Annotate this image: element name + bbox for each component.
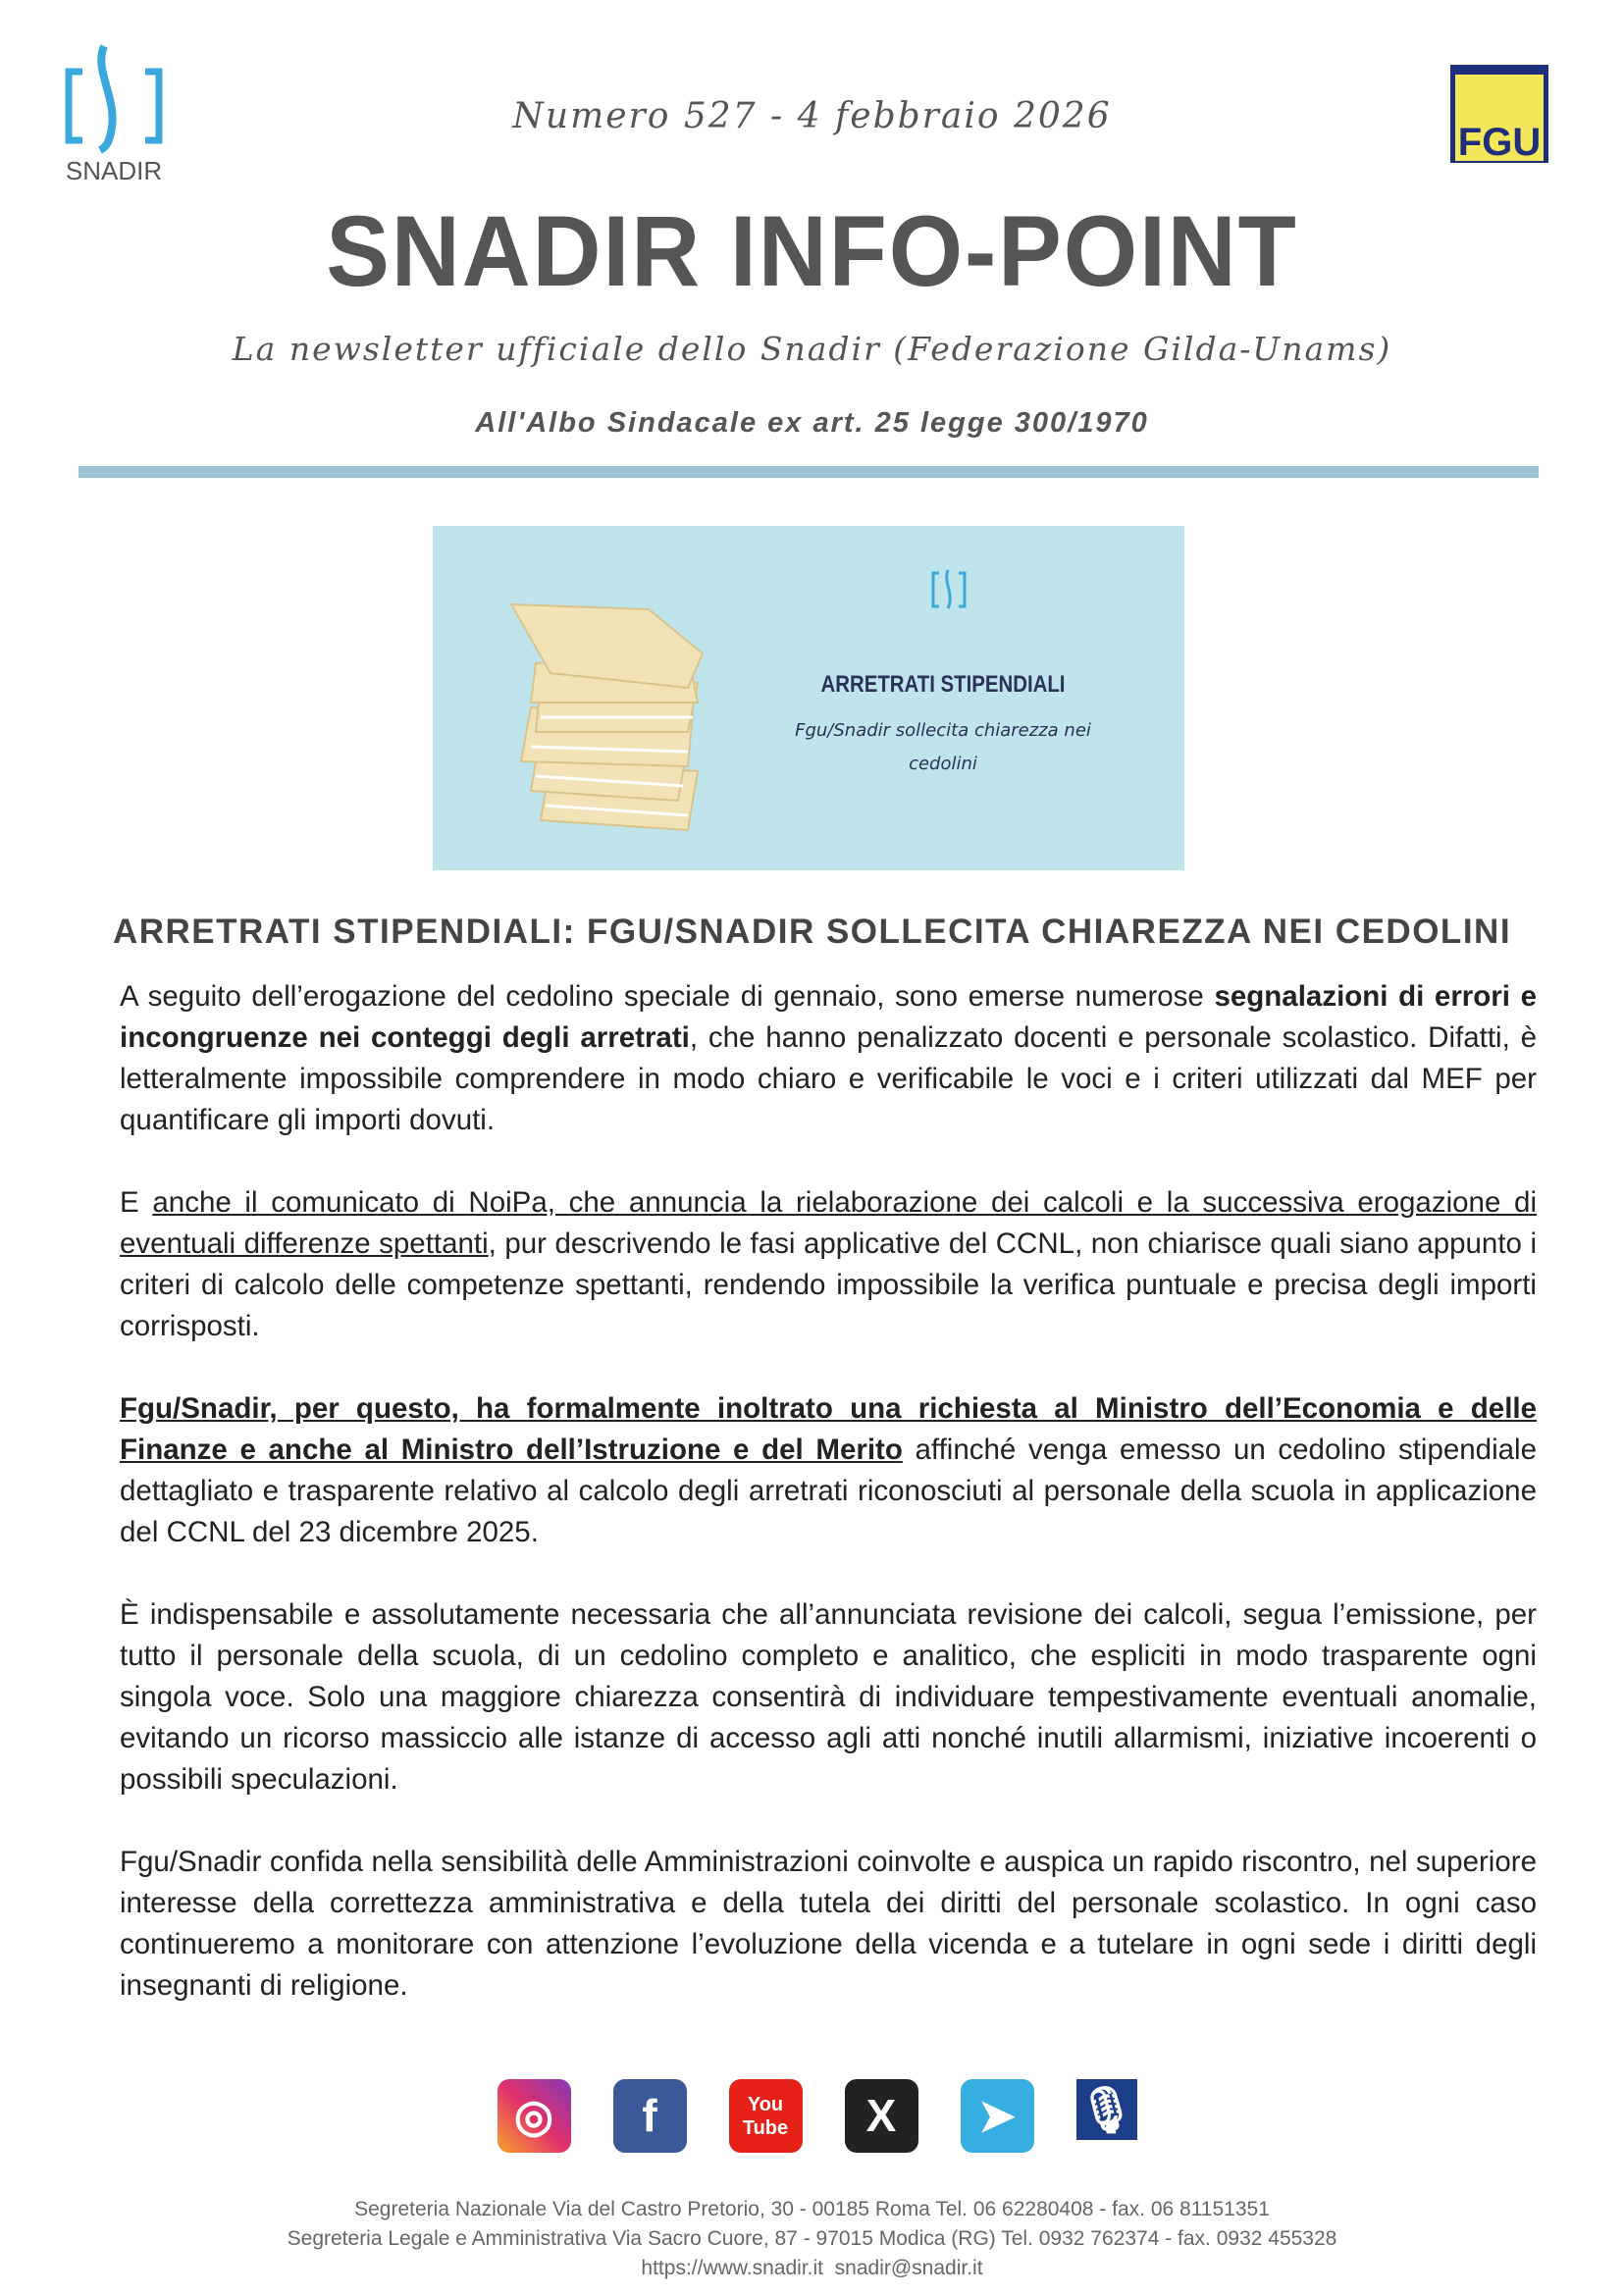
text-segment: E [120, 1186, 153, 1219]
text-segment: , che hanno penalizzato docenti e personale scolastico. Difatti, è letteralmente impossibile comprendere in modo chiaro e verificabile le voci e i criteri utilizzati dal MEF per quantificare gli importi dovuti. [120, 1021, 1537, 1136]
text-segment: A seguito dell’erogazione del cedolino speciale di gennaio, sono emerse numerose [120, 980, 1215, 1013]
header-divider [79, 466, 1539, 478]
website-link[interactable]: https://www.snadir.it [641, 2257, 823, 2279]
x-icon[interactable]: X [845, 2079, 918, 2153]
issue-date: Numero 527 - 4 febbraio 2026 [512, 96, 1112, 136]
article-heading: ARRETRATI STIPENDIALI: FGU/SNADIR SOLLECITA CHIAREZZA NEI CEDOLINI [112, 913, 1512, 951]
footer [0, 2195, 1624, 2283]
facebook-icon[interactable]: f [613, 2079, 687, 2153]
footer-legal-office: Segreteria Legale e Amministrativa Via Sacro Cuore, 87 - 97015 Modica (RG) Tel. 0932 762374 - fax. 0932 455328 [287, 2227, 1337, 2250]
svg-text:SNADIR: SNADIR [65, 156, 163, 185]
newsletter-subtitle: La newsletter ufficiale dello Snadir (Federazione Gilda-Unams) [232, 330, 1392, 368]
podcast-icon[interactable]: 🎙 [1076, 2079, 1137, 2140]
snadir-small-logo [931, 569, 967, 610]
youtube-icon[interactable]: You Tube [729, 2079, 803, 2153]
banner-heading: ARRETRATI STIPENDIALI [820, 671, 1066, 698]
underlined-text: Fgu/Snadir, per questo, ha formalmente inoltrato una richiesta al Ministro dell’Economia e delle Finanze e anche al Ministro dell’Istruzione e del Merito [120, 1392, 1537, 1466]
text-segment: È indispensabile e assolutamente necessaria che all’annunciata revisione dei calcoli, segua l’emissione, per tutto il personale della scuola, di un cedolino completo e analitico, che espliciti in modo trasparente ogni singola voce. Solo una maggiore chiarezza consentirà di individuare tempestivamente eventuali anomalie, evitando un ricorso massiccio alle istanze di accesso agli atti nonché inutili allarmismi, iniziative incoerenti o possibili speculazioni. [120, 1598, 1537, 1796]
text-segment: , pur descrivendo le fasi applicative del CCNL, non chiarisce quali siano appunto i criteri di calcolo delle competenze spettanti, rendendo impossibile la verifica puntuale e precisa degli importi corrisposti. [120, 1227, 1537, 1342]
article-paragraph [120, 1388, 1537, 1553]
article-banner-image [433, 526, 1184, 870]
bold-text: segnalazioni di errori e incongruenze nei conteggi degli arretrati [120, 980, 1537, 1054]
svg-text:FGU: FGU [1457, 121, 1542, 163]
paper-stack-illustration [492, 595, 747, 860]
email-link[interactable]: snadir@snadir.it [834, 2257, 983, 2279]
footer-national-office: Segreteria Nazionale Via del Castro Pretorio, 30 - 00185 Roma Tel. 06 62280408 - fax. 06 81151351 [354, 2198, 1270, 2220]
telegram-icon[interactable]: ➤ [961, 2079, 1034, 2153]
instagram-icon[interactable]: ◎ [498, 2079, 571, 2153]
banner-subheading: Fgu/Snadir sollecita chiarezza nei cedolini [795, 720, 1091, 774]
article-body [120, 976, 1537, 2048]
underlined-text: anche il comunicato di NoiPa, che annuncia la rielaborazione dei calcoli e la successiva erogazione di eventuali differenze spettanti [120, 1186, 1538, 1260]
article-paragraph [120, 1594, 1537, 1800]
text-segment: Fgu/Snadir confida nella sensibilità delle Amministrazioni coinvolte e auspica un rapido riscontro, nel superiore interesse della correttezza amministrativa e della tutela dei diritti del personale scolastico. In ogni caso continueremo a monitorare con attenzione l’evoluzione della vicenda e a tutelare in ogni sede i diritti degli insegnanti di religione. [120, 1846, 1537, 2002]
newsletter-title: SNADIR INFO-POINT [326, 195, 1298, 307]
albo-notice: All'Albo Sindacale ex art. 25 legge 300/1970 [475, 407, 1149, 439]
text-segment: affinché venga emesso un cedolino stipendiale dettagliato e trasparente relativo al calcolo degli arretrati riconosciuti al personale della scuola in applicazione del CCNL del 23 dicembre 2025. [120, 1434, 1537, 1548]
article-paragraph [120, 1182, 1537, 1347]
social-links [0, 2079, 1624, 2153]
article-paragraph [120, 1842, 1537, 2007]
article-paragraph [120, 976, 1537, 1141]
